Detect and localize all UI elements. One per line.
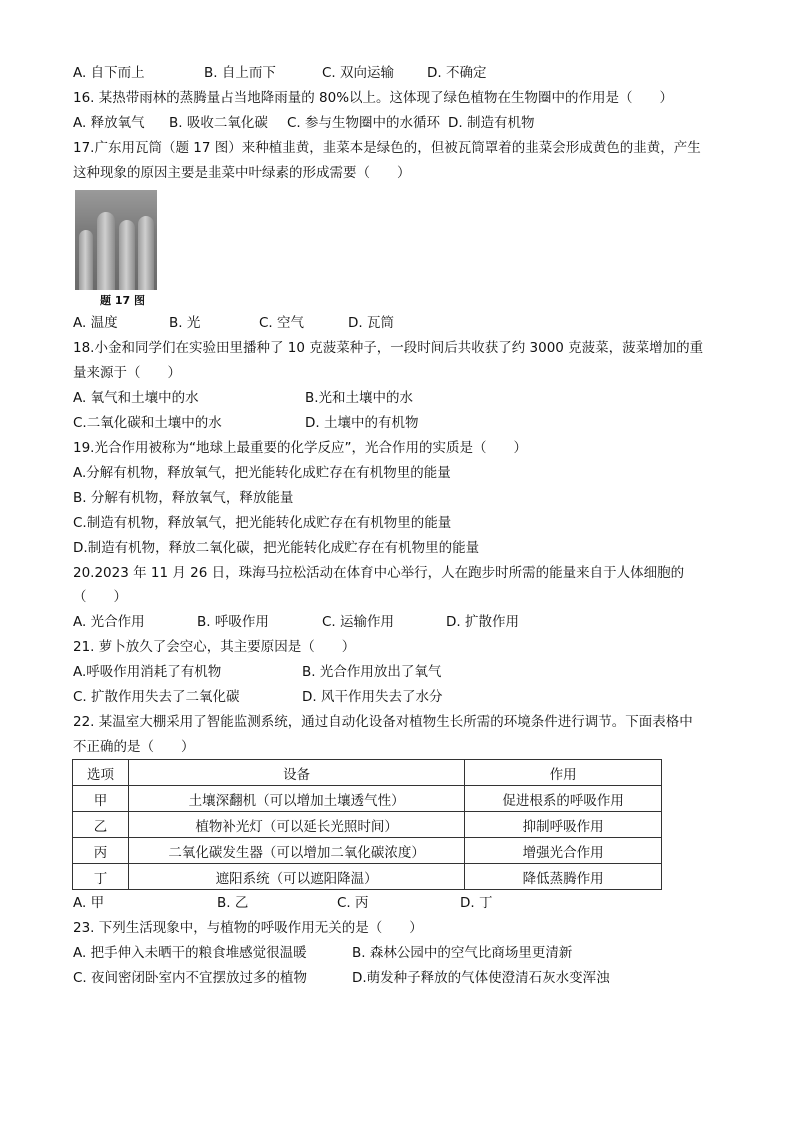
table-cell: 土壤深翻机（可以增加土壤透气性） xyxy=(128,786,464,812)
q22-equipment-table xyxy=(72,759,662,890)
q18-option-a: A. 氧气和土壤中的水 xyxy=(73,390,199,406)
q17-stem-line1: 17.广东用瓦筒（题 17 图）来种植韭黄，韭菜本是绿色的，但被瓦筒罩着的韭菜会形成黄色的韭黄，产生 xyxy=(73,140,701,156)
table-cell: 降低蒸腾作用 xyxy=(465,864,662,890)
table-row xyxy=(73,812,662,838)
q21-stem: 21. 萝卜放久了会空心，其主要原因是（ ） xyxy=(73,639,356,655)
q21-option-b: B. 光合作用放出了氧气 xyxy=(302,664,442,680)
q15-option-d: D. 不确定 xyxy=(427,65,487,81)
q17-option-b: B. 光 xyxy=(169,315,201,331)
table-cell: 增强光合作用 xyxy=(465,838,662,864)
q20-stem-line2: （ ） xyxy=(73,589,127,605)
q22-option-a: A. 甲 xyxy=(73,895,105,911)
q18-option-c: C.二氧化碳和土壤中的水 xyxy=(73,415,222,431)
q20-option-d: D. 扩散作用 xyxy=(446,614,519,630)
q22-option-c: C. 丙 xyxy=(337,895,369,911)
q22-stem-line2: 不正确的是（ ） xyxy=(73,739,195,755)
table-row xyxy=(73,786,662,812)
table-cell: 丙 xyxy=(73,838,129,864)
q21-option-a: A.呼吸作用消耗了有机物 xyxy=(73,664,222,680)
q17-option-d: D. 瓦筒 xyxy=(348,315,394,331)
table-cell: 植物补光灯（可以延长光照时间） xyxy=(128,812,464,838)
table-header-row xyxy=(73,760,662,786)
table-header-function: 作用 xyxy=(465,760,662,786)
table-header-option: 选项 xyxy=(73,760,129,786)
q19-option-c: C.制造有机物，释放氧气，把光能转化成贮存在有机物里的能量 xyxy=(73,515,452,531)
q18-stem-line1: 18.小金和同学们在实验田里播种了 10 克菠菜种子，一段时间后共收获了约 3000 克菠菜，菠菜增加的重 xyxy=(73,340,704,356)
q15-option-b: B. 自上而下 xyxy=(204,65,276,81)
table-cell: 乙 xyxy=(73,812,129,838)
table-row xyxy=(73,864,662,890)
q21-option-d: D. 风干作用失去了水分 xyxy=(302,689,443,705)
table-cell: 抑制呼吸作用 xyxy=(465,812,662,838)
q17-stem-line2: 这种现象的原因主要是韭菜中叶绿素的形成需要（ ） xyxy=(73,165,411,181)
q20-stem-line1: 20.2023 年 11 月 26 日，珠海马拉松活动在体育中心举行，人在跑步时所需的能量来自于人体细胞的 xyxy=(73,565,685,581)
table-cell: 甲 xyxy=(73,786,129,812)
q20-option-b: B. 呼吸作用 xyxy=(197,614,269,630)
q16-option-d: D. 制造有机物 xyxy=(448,115,535,131)
q23-option-a: A. 把手伸入未晒干的粮食堆感觉很温暖 xyxy=(73,945,307,961)
q22-option-d: D. 丁 xyxy=(460,895,493,911)
q16-option-c: C. 参与生物圈中的水循环 xyxy=(287,115,441,131)
q21-option-c: C. 扩散作用失去了二氧化碳 xyxy=(73,689,240,705)
q15-option-c: C. 双向运输 xyxy=(322,65,395,81)
table-row xyxy=(73,838,662,864)
q18-option-d: D. 土壤中的有机物 xyxy=(305,415,419,431)
table-cell: 促进根系的呼吸作用 xyxy=(465,786,662,812)
q19-option-d: D.制造有机物，释放二氧化碳，把光能转化成贮存在有机物里的能量 xyxy=(73,540,480,556)
q23-option-d: D.萌发种子释放的气体使澄清石灰水变浑浊 xyxy=(352,970,610,986)
q17-figure-photo xyxy=(75,190,157,290)
q16-stem: 16. 某热带雨林的蒸腾量占当地降雨量的 80%以上。这体现了绿色植物在生物圈中的作用是（ ） xyxy=(73,90,674,106)
q19-stem: 19.光合作用被称为“地球上最重要的化学反应”，光合作用的实质是（ ） xyxy=(73,440,527,456)
q22-option-b: B. 乙 xyxy=(217,895,249,911)
q23-stem: 23. 下列生活现象中，与植物的呼吸作用无关的是（ ） xyxy=(73,920,423,936)
q18-option-b: B.光和土壤中的水 xyxy=(305,390,414,406)
q15-option-a: A. 自下而上 xyxy=(73,65,145,81)
q23-option-c: C. 夜间密闭卧室内不宜摆放过多的植物 xyxy=(73,970,308,986)
q22-stem-line1: 22. 某温室大棚采用了智能监测系统，通过自动化设备对植物生长所需的环境条件进行调节。下面表格中 xyxy=(73,714,693,730)
q17-figure-caption: 题 17 图 xyxy=(100,294,145,307)
q20-option-a: A. 光合作用 xyxy=(73,614,145,630)
table-cell: 丁 xyxy=(73,864,129,890)
q17-option-c: C. 空气 xyxy=(259,315,305,331)
table-cell: 遮阳系统（可以遮阳降温） xyxy=(128,864,464,890)
q18-stem-line2: 量来源于（ ） xyxy=(73,365,181,381)
q19-option-a: A.分解有机物，释放氧气，把光能转化成贮存在有机物里的能量 xyxy=(73,465,451,481)
q17-option-a: A. 温度 xyxy=(73,315,118,331)
table-cell: 二氧化碳发生器（可以增加二氧化碳浓度） xyxy=(128,838,464,864)
q16-option-b: B. 吸收二氧化碳 xyxy=(169,115,268,131)
q19-option-b: B. 分解有机物，释放氧气，释放能量 xyxy=(73,490,294,506)
q20-option-c: C. 运输作用 xyxy=(322,614,395,630)
q23-option-b: B. 森林公园中的空气比商场里更清新 xyxy=(352,945,573,961)
q16-option-a: A. 释放氧气 xyxy=(73,115,145,131)
table-header-device: 设备 xyxy=(128,760,464,786)
